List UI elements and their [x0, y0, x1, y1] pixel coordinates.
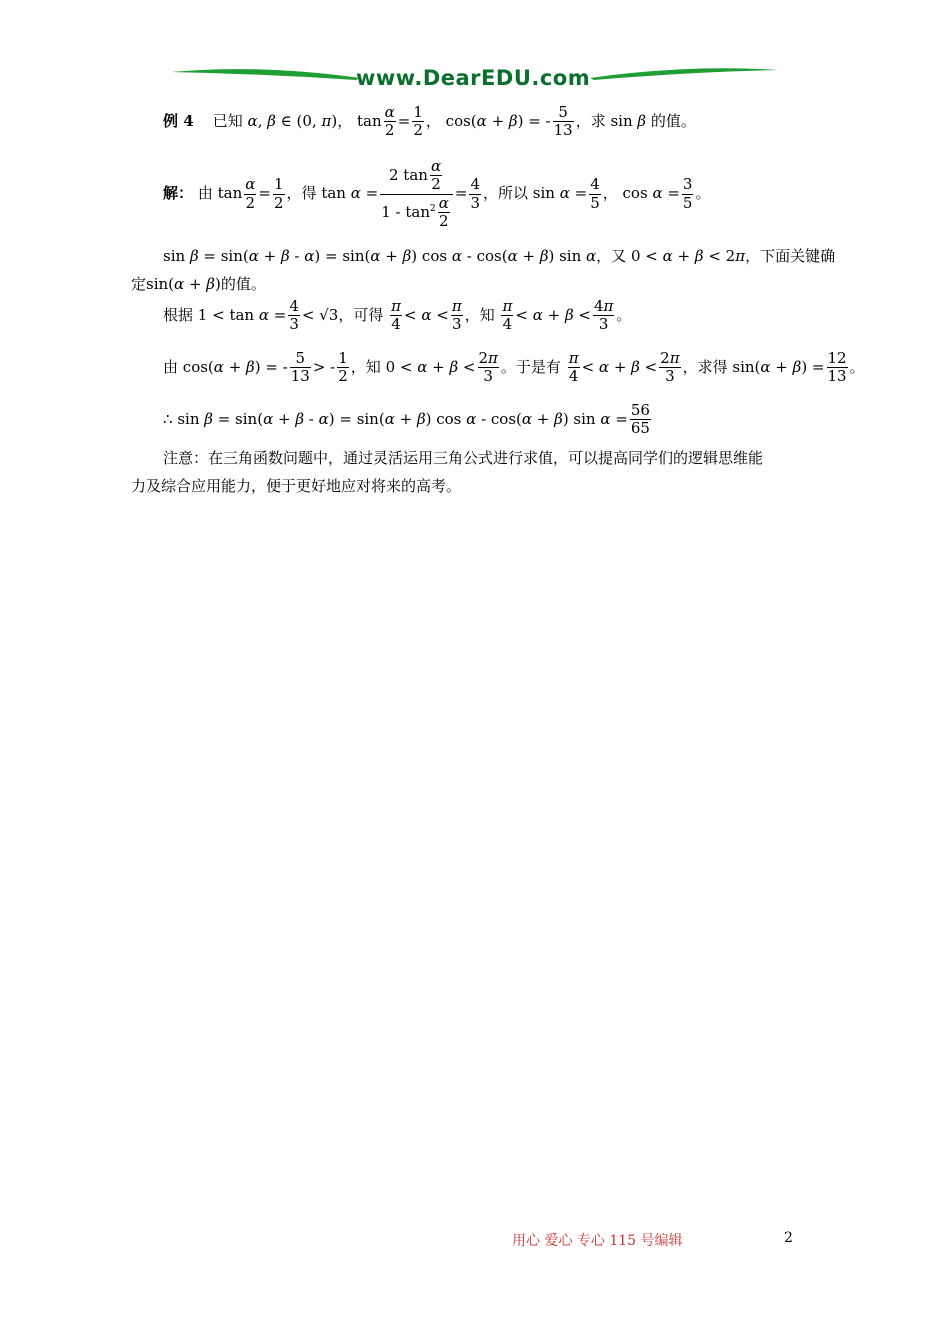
identity-paragraph: sin β = sin(α + β - α) = sin(α + β) cos α - cos(α + β) sin α，又 0 < α + β < 2π，下面关键确 定sin(α + β)的值。	[131, 247, 836, 293]
example-text: 已知	[212, 111, 243, 130]
line3-cont: 定	[131, 275, 147, 293]
math-given-range: α, β ∈ (0, π)	[247, 111, 338, 130]
line3-value: 的值。	[220, 275, 266, 293]
note-line-2: 力及综合应用能力，便于更好地应对将来的高考。	[131, 477, 462, 495]
math-cos-sum: cos(α + β) = - $\frac{5}{13}$	[445, 103, 573, 140]
solution-by: 由	[197, 184, 213, 202]
line4-according: 根据	[163, 305, 194, 324]
deduction-line: 由 cos(α + β) = - $\frac{5}{13}$ > - $\frac{1}{2}$ ，知 0 < α + β < $\frac{2\pi}{3}$ 。于是有 $\frac{\pi}{4}$ < α + β < $\frac{2\pi}{3}$ ，求得 sin(α + β) = $\frac{12}{13}$ 。	[163, 349, 865, 386]
line4-know: ，知	[464, 305, 495, 324]
line4-can-get: ，可得	[338, 305, 384, 324]
solution-line: 解： 由 tan $\frac{\alpha}{2}$ = $\frac{1}{2}$ ，得 tan α = 2 tan $\frac{\alpha}{2}$ $1 - \tan^2$ $\frac{\alpha}{2}$ = $\frac{4}{3}$ ，所以 sin α = $\frac{4}{5}$ ， cos α = $\frac{3}{5}$ 。	[163, 157, 711, 230]
result-line: ∴ sin β = sin(α + β - α) = sin(α + β) cos α - cos(α + β) sin α = $\frac{56}{65}$	[163, 401, 650, 438]
line5-thus: 。于是有	[500, 357, 561, 376]
page-number: 2	[784, 1230, 793, 1246]
range-line: 根据 1 < tan α = $\frac{4}{3}$ < √3，可得 $\frac{\pi}{4}$ < α < $\frac{\pi}{3}$ ，知 $\frac{\pi}{4}$ < α + β < $\frac{4\pi}{3}$ 。	[163, 297, 632, 334]
footer-text: 用心 爱心 专心 115 号编辑	[512, 1233, 683, 1249]
site-logo: www.DearEDU.com	[356, 66, 591, 90]
line5-by: 由	[163, 357, 179, 376]
solution-so: ，所以	[482, 184, 528, 202]
solution-get: ，得	[286, 184, 317, 202]
math-tan-half: tan $\frac{\alpha}{2}$ = $\frac{1}{2}$	[356, 103, 423, 140]
example-label: 例 4	[163, 111, 194, 130]
note-line-1: 注意：在三角函数问题中，通过灵活运用三角公式进行求值，可以提高同学们的逻辑思维能	[163, 449, 764, 467]
therefore-symbol: ∴	[163, 409, 173, 428]
line3-also: ，又	[596, 247, 627, 265]
line3-next: ，下面关键确	[745, 247, 836, 265]
note-paragraph	[131, 444, 821, 500]
math-tan-alpha: tan α = 2 tan $\frac{\alpha}{2}$ $1 - \tan^2$ $\frac{\alpha}{2}$ = $\frac{4}{3}$	[321, 157, 480, 230]
line5-find: ，求得	[682, 357, 728, 376]
line5-know: ，知	[350, 357, 381, 376]
solution-label: 解	[163, 184, 179, 202]
example-line: 例 4 已知 α, β ∈ (0, π)， tan $\frac{\alpha}{2}$ = $\frac{1}{2}$ ， cos(α + β) = - $\frac{5}{13}$ ，求 sin β 的值。	[163, 103, 696, 140]
